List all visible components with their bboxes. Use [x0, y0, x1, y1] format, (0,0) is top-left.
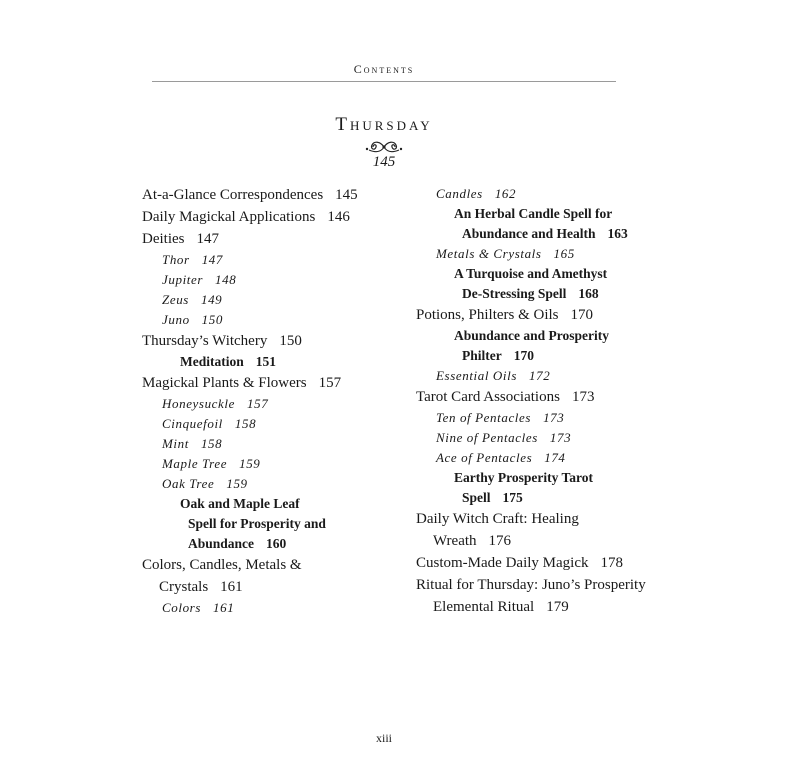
toc-entry-title: Abundance: [188, 536, 255, 551]
toc-entry: [142, 250, 392, 270]
section-title: Thursday: [335, 114, 433, 135]
section-page-number: 145: [372, 154, 396, 170]
toc-entry: [142, 414, 392, 434]
toc-entry-title: Cinquefoil: [162, 416, 223, 431]
toc-entry-title: Crystals: [159, 579, 209, 595]
toc-entry: [416, 204, 676, 224]
toc-entry-title: Essential Oils: [436, 368, 517, 383]
toc-entry: [142, 454, 392, 474]
toc-entry-page: 159: [239, 456, 261, 471]
toc-entry-page: 147: [201, 252, 224, 267]
toc-entry-title: Elemental Ritual: [433, 599, 535, 615]
toc-entry-title: Thursday’s Witchery: [142, 333, 268, 349]
toc-entry-title: Maple Tree: [162, 456, 228, 471]
toc-entry: [416, 386, 676, 408]
toc-entry-page: 178: [600, 555, 623, 571]
toc-entry-page: 161: [220, 579, 243, 595]
toc-entry-title: Spell for Prosperity and: [188, 516, 326, 531]
toc-entry-title: At-a-Glance Correspondences: [142, 187, 324, 203]
toc-entry-title: Magickal Plants & Flowers: [142, 375, 307, 391]
toc-entry-title: Ace of Pentacles: [436, 450, 533, 465]
toc-entry-continuation: [416, 530, 676, 552]
toc-entry-title: Meditation: [180, 354, 244, 369]
toc-entry-title: Deities: [142, 231, 185, 247]
toc-entry-title: De-Stressing Spell: [462, 286, 567, 301]
toc-entry-page: 179: [546, 599, 569, 615]
toc-entry-page: 170: [570, 307, 594, 323]
toc-entry-page: 148: [215, 272, 237, 287]
toc-entry-title: Nine of Pentacles: [436, 430, 538, 445]
toc-entry-title: Juno: [162, 312, 190, 327]
toc-entry: [142, 206, 392, 228]
toc-entry: [142, 228, 392, 250]
toc-entry-page: 173: [571, 389, 595, 405]
toc-entry-title: Oak Tree: [162, 476, 215, 491]
toc-entry: [142, 352, 392, 372]
toc-entry-page: 158: [234, 416, 257, 431]
toc-entry: [416, 574, 676, 596]
toc-entry-title: Oak and Maple Leaf: [180, 496, 300, 511]
scroll-flourish-icon: [364, 139, 404, 155]
toc-entry-title: Thor: [162, 252, 190, 267]
toc-entry-page: 173: [543, 410, 565, 425]
toc-entry-page: 150: [279, 333, 302, 349]
toc-entry: [416, 552, 676, 574]
toc-entry-title: Wreath: [433, 533, 477, 549]
toc-entry: [416, 508, 676, 530]
toc-entry-page: 157: [318, 375, 342, 391]
toc-entry: [416, 184, 676, 204]
toc-entry: [142, 330, 392, 352]
toc-entry-title: Jupiter: [162, 272, 204, 287]
toc-entry-title: An Herbal Candle Spell for: [454, 206, 613, 221]
toc-entry: [142, 372, 392, 394]
toc-entry-title: Metals & Crystals: [436, 246, 542, 261]
toc-entry-title: Daily Magickal Applications: [142, 209, 316, 225]
toc-entry-title: Philter: [462, 348, 502, 363]
toc-entry-title: Spell: [462, 490, 491, 505]
toc-entry-title: Honeysuckle: [162, 396, 236, 411]
toc-entry-page: 160: [266, 536, 287, 551]
toc-entry-page: 176: [488, 533, 512, 549]
toc-entry-page: 150: [201, 312, 223, 327]
toc-entry-continuation: [142, 514, 392, 534]
toc-entry-page: 147: [196, 231, 219, 247]
toc-entry-page: 172: [529, 368, 551, 383]
toc-entry-continuation: [142, 576, 392, 598]
toc-entry-continuation: [416, 596, 676, 618]
toc-entry-page: 157: [247, 396, 269, 411]
toc-entry: [416, 244, 676, 264]
toc-right-column: [416, 184, 676, 618]
toc-entry-continuation: [416, 346, 676, 366]
toc-entry: [142, 184, 392, 206]
toc-entry-title: Ten of Pentacles: [436, 410, 532, 425]
toc-entry: [142, 310, 392, 330]
toc-entry: [142, 434, 392, 454]
toc-entry: [416, 366, 676, 386]
toc-entry-page: 175: [502, 490, 523, 505]
toc-left-column: [142, 184, 392, 618]
toc-entry: [416, 304, 676, 326]
toc-entry-title: Zeus: [162, 292, 189, 307]
toc-entry-page: 149: [200, 292, 223, 307]
toc-entry-page: 162: [494, 186, 517, 201]
toc-entry-page: 174: [544, 450, 566, 465]
toc-entry-title: Tarot Card Associations: [416, 389, 560, 405]
toc-entry: [142, 394, 392, 414]
toc-entry: [142, 270, 392, 290]
toc-entry-page: 146: [327, 209, 350, 225]
toc-entry-page: 161: [213, 600, 235, 615]
toc-entry: [416, 468, 676, 488]
toc-entry: [416, 448, 676, 468]
toc-entry-continuation: [142, 534, 392, 554]
toc-entry: [142, 494, 392, 514]
toc-entry: [142, 290, 392, 310]
toc-entry-title: Colors: [162, 600, 202, 615]
toc-entry: [416, 408, 676, 428]
toc-entry-continuation: [416, 284, 676, 304]
toc-entry: [416, 428, 676, 448]
toc-entry-title: Daily Witch Craft: Healing: [416, 511, 579, 527]
toc-entry: [416, 326, 676, 346]
toc-entry-page: 159: [226, 476, 248, 491]
toc-entry-page: 145: [335, 187, 358, 203]
toc-entry: [142, 598, 392, 618]
toc-entry: [142, 554, 392, 576]
toc-entry-title: Ritual for Thursday: Juno’s Prosperity: [416, 577, 646, 593]
toc-entry-title: Colors, Candles, Metals &: [142, 557, 302, 573]
toc-entry-title: Abundance and Health: [462, 226, 596, 241]
header-rule: [152, 81, 616, 82]
toc-entry-page: 163: [607, 226, 628, 241]
toc-entry-continuation: [416, 224, 676, 244]
toc-entry-page: 151: [255, 354, 276, 369]
toc-entry-title: Potions, Philters & Oils: [416, 307, 559, 323]
toc-entry-page: 158: [200, 436, 223, 451]
toc-entry-page: 170: [513, 348, 534, 363]
toc-entry-title: Earthy Prosperity Tarot: [454, 470, 594, 485]
toc-entry: [416, 264, 676, 284]
toc-entry-title: Abundance and Prosperity: [454, 328, 610, 343]
toc-entry-title: Mint: [162, 436, 189, 451]
toc-entry-page: 173: [549, 430, 572, 445]
toc-entry: [142, 474, 392, 494]
page-folio: xiii: [375, 731, 392, 745]
running-head: Contents: [353, 62, 415, 76]
toc-entry-title: A Turquoise and Amethyst: [454, 266, 608, 281]
toc-entry-title: Custom-Made Daily Magick: [416, 555, 589, 571]
toc-entry-continuation: [416, 488, 676, 508]
toc-entry-title: Candles: [436, 186, 483, 201]
toc-entry-page: 168: [578, 286, 599, 301]
toc-entry-page: 165: [553, 246, 575, 261]
